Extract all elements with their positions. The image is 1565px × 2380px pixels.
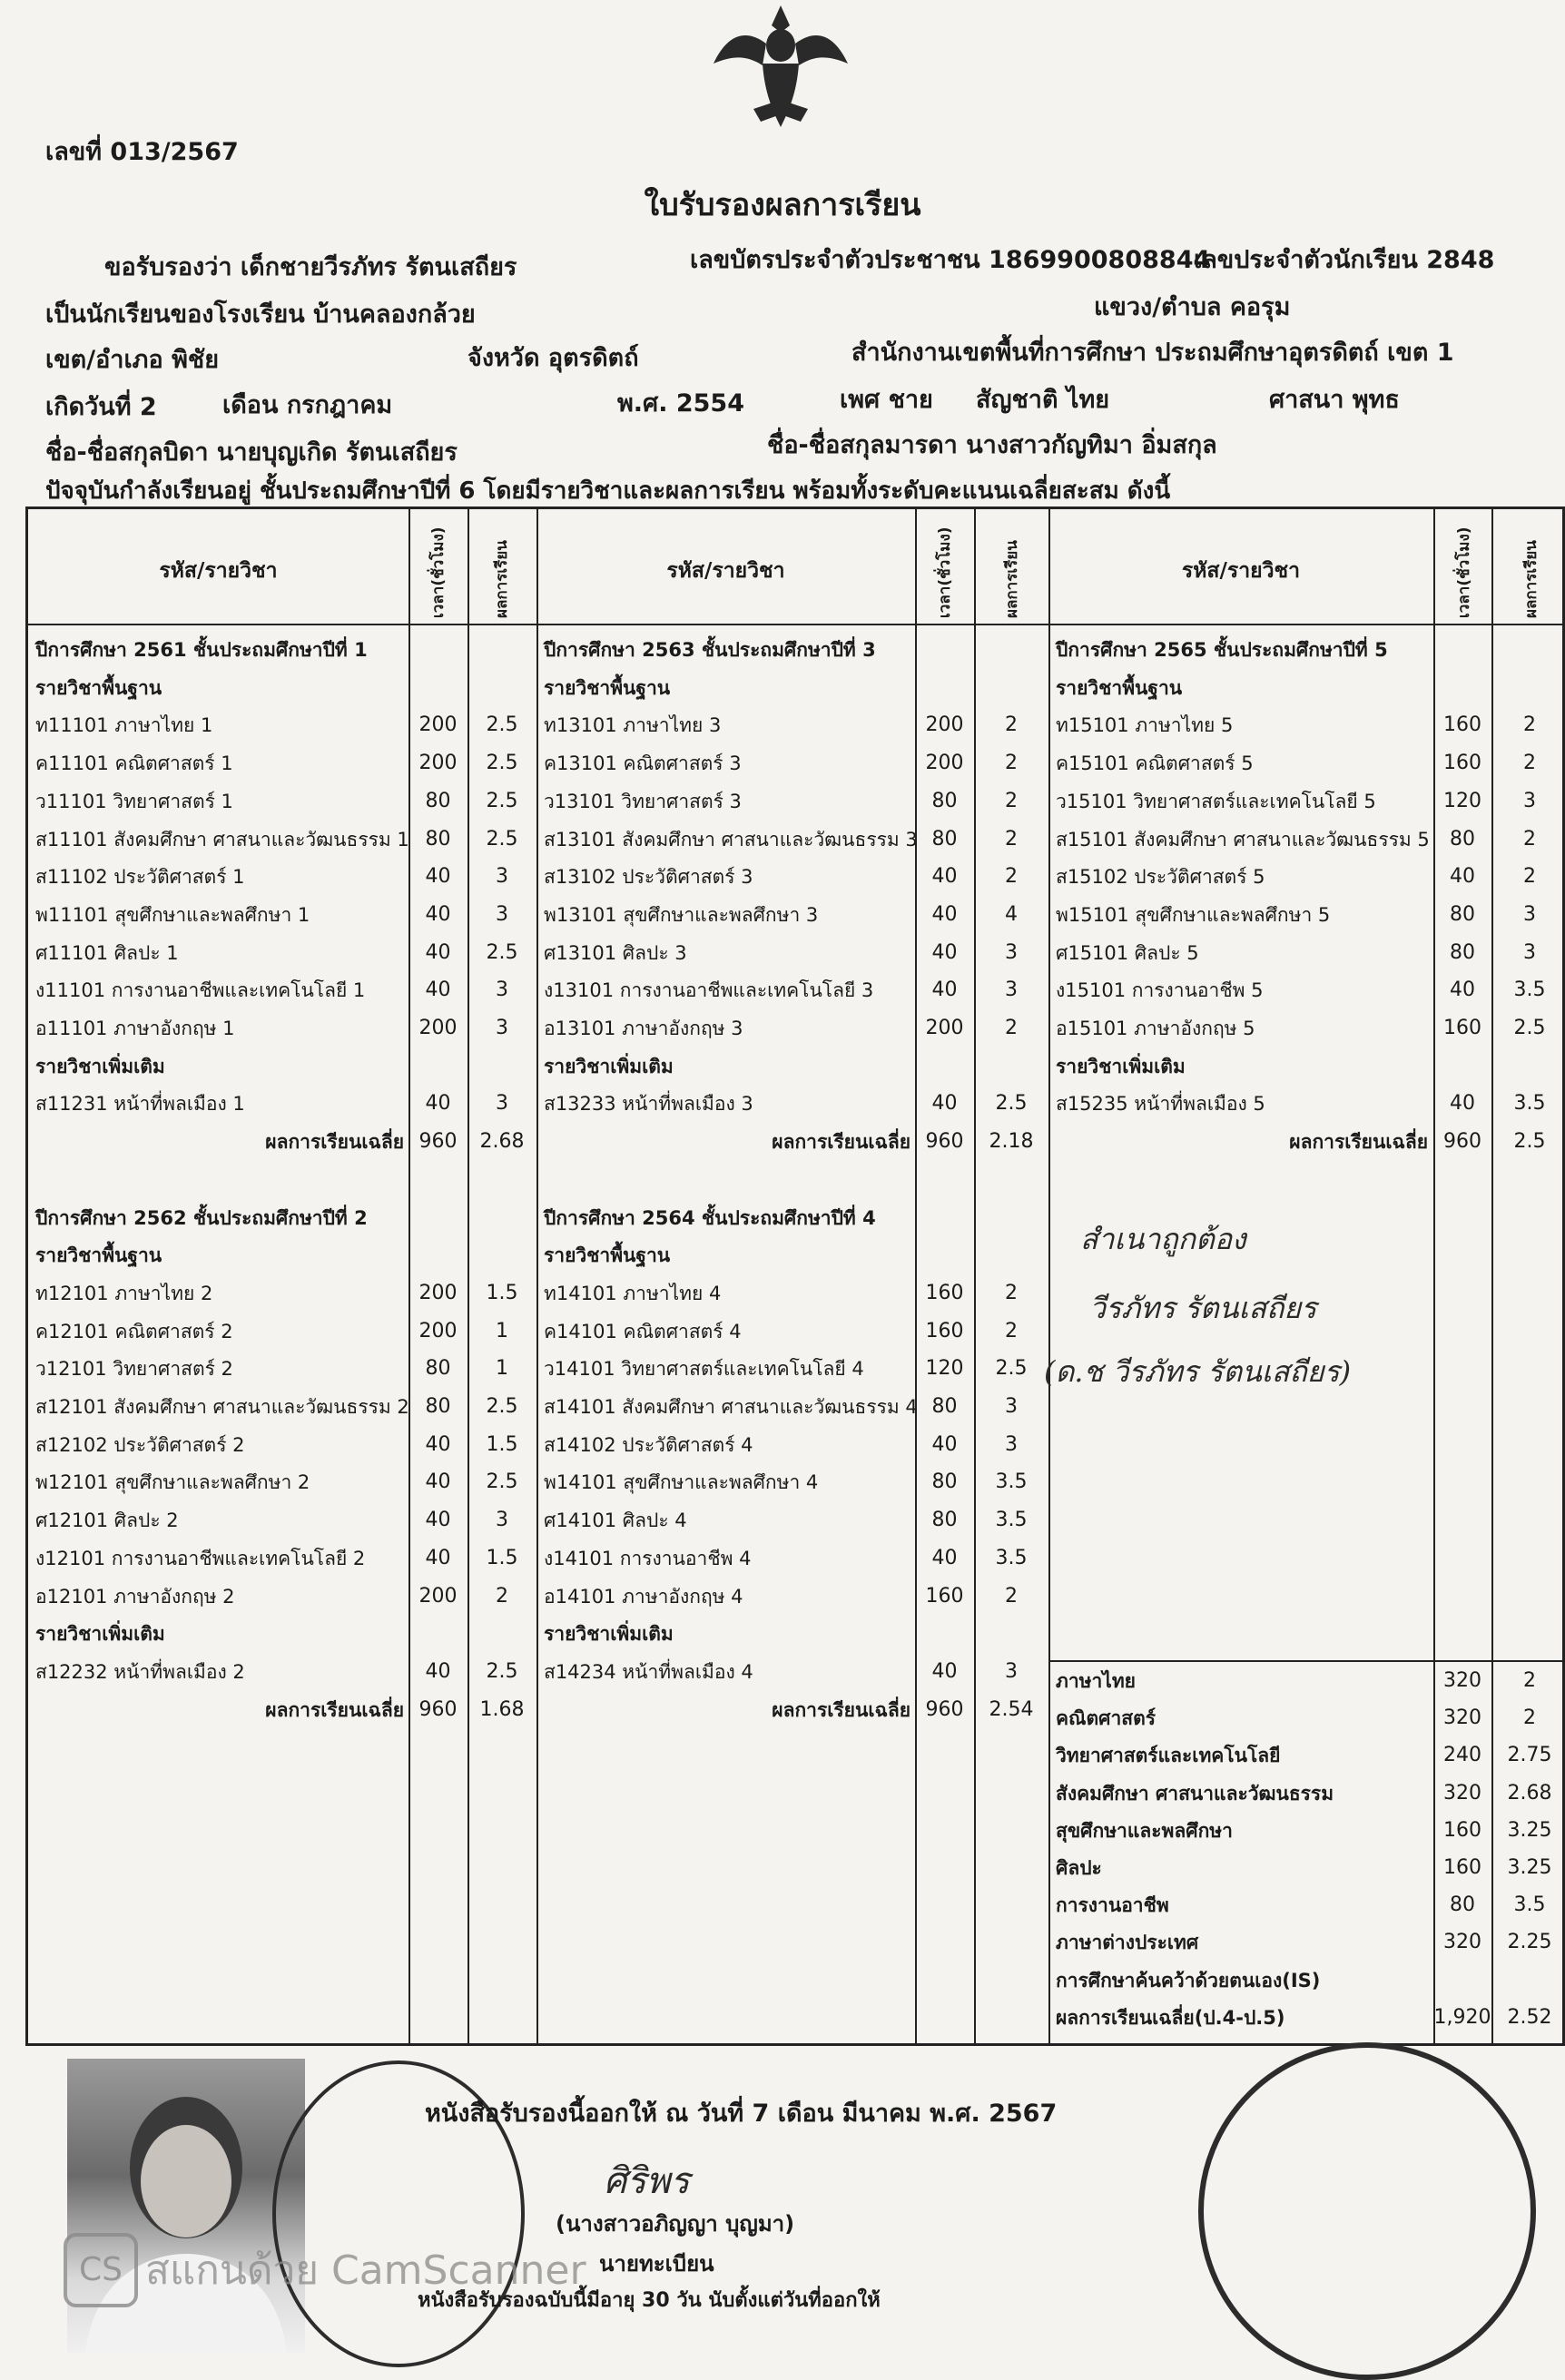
col1-subject-24: ง12101 การงานอาชีพและเทคโนโลยี 2 <box>35 1547 366 1569</box>
col1-grade-12: 3 <box>496 1092 508 1116</box>
col1-grade-19: 1 <box>496 1357 508 1381</box>
col2-grade-5: 2 <box>1005 827 1018 851</box>
col2-subject-4: ว13101 วิทยาศาสตร์ 3 <box>544 790 742 812</box>
col2-subject-header: รหัส/รายวิชา <box>666 559 785 583</box>
col1-grade-23: 3 <box>496 1509 508 1532</box>
col1-grade-24: 1.5 <box>486 1546 518 1569</box>
col1-subject-13: ผลการเรียนเฉลี่ย <box>265 1131 404 1154</box>
col1-hours-8: 40 <box>425 940 451 964</box>
col2-grade-23: 3.5 <box>995 1509 1028 1532</box>
col2-grade-header: ผลการเรียน <box>1003 540 1021 618</box>
col2-hours-22: 80 <box>931 1470 958 1494</box>
district: เขต/อำเภอ พิชัย <box>45 346 220 374</box>
col2-subject-13: ผลการเรียนเฉลี่ย <box>772 1131 910 1154</box>
col2-subject-7: พ13101 สุขศึกษาและพลศึกษา 3 <box>544 903 819 926</box>
col3-subject-8: ศ15101 ศิลปะ 5 <box>1056 941 1199 964</box>
summary-grade-6: 3.5 <box>1513 1893 1546 1917</box>
col2-subject-0: ปีการศึกษา 2563 ชั้นประถมศึกษาปีที่ 3 <box>544 639 876 661</box>
col3-hours-7: 80 <box>1450 902 1475 926</box>
col3-hours-5: 80 <box>1450 827 1475 851</box>
col3-subject-5: ส15101 สังคมศึกษา ศาสนาและวัฒนธรรม 5 <box>1056 828 1430 851</box>
col1-subject-0: ปีการศึกษา 2561 ชั้นประถมศึกษาปีที่ 1 <box>35 639 368 661</box>
col1-grade-20: 2.5 <box>486 1395 518 1418</box>
col2-subject-15: ปีการศึกษา 2564 ชั้นประถมศึกษาปีที่ 4 <box>544 1206 876 1229</box>
summary-hours-5: 160 <box>1443 1856 1481 1879</box>
col1-grade-22: 2.5 <box>486 1470 518 1494</box>
col1-hours-23: 40 <box>425 1509 451 1532</box>
col1-hours-21: 40 <box>425 1432 451 1456</box>
col2-grade-12: 2.5 <box>995 1092 1028 1116</box>
col3-grade-6: 2 <box>1523 865 1536 889</box>
col2-hours-6: 40 <box>931 865 958 889</box>
col2-hours-3: 200 <box>925 752 964 775</box>
col1-hours-2: 200 <box>418 713 458 737</box>
col2-hours-9: 40 <box>931 979 958 1002</box>
id-card-number: เลขบัตรประจำตัวประชาชน 1869900808844 <box>690 246 1211 274</box>
col2-grade-10: 2 <box>1005 1017 1018 1039</box>
mother-name: ชื่อ-ชื่อสกุลมารดา นางสาวกัญทิมา อิ่มสกุล <box>767 431 1217 459</box>
col1-hours-22: 40 <box>425 1470 451 1494</box>
col2-hours-header: เวลา(ชั่วโมง) <box>936 526 954 618</box>
col1-subject-19: ว12101 วิทยาศาสตร์ 2 <box>35 1358 233 1381</box>
col1-hours-28: 960 <box>418 1697 458 1721</box>
col2-grade-9: 3 <box>1005 979 1018 1002</box>
col2-subject-12: ส13233 หน้าที่พลเมือง 3 <box>544 1093 753 1116</box>
col2-subject-3: ค13101 คณิตศาสตร์ 3 <box>544 752 742 775</box>
col1-grade-13: 2.68 <box>479 1130 525 1154</box>
sex: เพศ ชาย <box>840 386 933 414</box>
col1-grade-25: 2 <box>496 1584 508 1608</box>
col1-grade-4: 2.5 <box>486 789 518 812</box>
col2-hours-20: 80 <box>931 1395 958 1418</box>
col3-hours-6: 40 <box>1450 865 1475 889</box>
col3-hours-header: เวลา(ชั่วโมง) <box>1455 526 1473 618</box>
col2-subject-28: ผลการเรียนเฉลี่ย <box>772 1698 910 1721</box>
col1-subject-8: ศ11101 ศิลปะ 1 <box>35 941 179 964</box>
col3-grade-10: 2.5 <box>1513 1017 1546 1039</box>
handwritten-signature: วีรภัทร รัตนเสถียร <box>1089 1291 1317 1325</box>
col3-subject-4: ว15101 วิทยาศาสตร์และเทคโนโลยี 5 <box>1056 790 1376 812</box>
col1-subject-25: อ12101 ภาษาอังกฤษ 2 <box>35 1585 235 1608</box>
summary-grade-5: 3.25 <box>1507 1856 1552 1879</box>
col2-subject-18: ค14101 คณิตศาสตร์ 4 <box>544 1320 742 1342</box>
col2-grade-27: 3 <box>1005 1659 1018 1683</box>
col1-hours-5: 80 <box>425 827 451 851</box>
col1-subject-15: ปีการศึกษา 2562 ชั้นประถมศึกษาปีที่ 2 <box>35 1206 368 1229</box>
col3-subject-7: พ15101 สุขศึกษาและพลศึกษา 5 <box>1056 903 1331 926</box>
summary-hours-7: 320 <box>1443 1931 1481 1954</box>
col2-subject-16: รายวิชาพื้นฐาน <box>544 1244 671 1267</box>
grades-table <box>25 506 1565 2046</box>
validity-note: หนังสือรับรองฉบับนี้มีอายุ 30 วัน นับตั้งแต่วันที่ออกให้ <box>418 2289 881 2312</box>
col1-hours-20: 80 <box>425 1395 451 1418</box>
col1-subject-16: รายวิชาพื้นฐาน <box>35 1244 162 1267</box>
col1-subject-23: ศ12101 ศิลปะ 2 <box>35 1510 179 1532</box>
col1-grade-5: 2.5 <box>486 827 518 851</box>
col2-grade-17: 2 <box>1005 1281 1018 1304</box>
col3-grade-9: 3.5 <box>1513 979 1546 1002</box>
signer-name: (นางสาวอภิญญา บุญมา) <box>556 2211 795 2237</box>
summary-grade-7: 2.25 <box>1507 1931 1552 1954</box>
religion: ศาสนา พุทธ <box>1269 386 1400 414</box>
col1-hours-header: เวลา(ชั่วโมง) <box>429 526 448 618</box>
col3-subject-1: รายวิชาพื้นฐาน <box>1056 676 1183 699</box>
col1-hours-10: 200 <box>418 1017 458 1039</box>
col2-hours-10: 200 <box>925 1017 964 1039</box>
col1-subject-1: รายวิชาพื้นฐาน <box>35 676 162 699</box>
col2-hours-25: 160 <box>925 1584 964 1608</box>
province: จังหวัด อุตรดิตถ์ <box>468 344 639 372</box>
handwritten-certified-copy: สำเนาถูกต้อง <box>1080 1222 1246 1256</box>
summary-grade-3: 2.68 <box>1507 1781 1552 1805</box>
col3-hours-8: 80 <box>1450 940 1475 964</box>
summary-subject-2: วิทยาศาสตร์และเทคโนโลยี <box>1056 1745 1281 1767</box>
col2-grade-2: 2 <box>1005 713 1018 737</box>
col1-hours-24: 40 <box>425 1546 451 1569</box>
col1-hours-6: 40 <box>425 865 451 889</box>
col3-subject-12: ส15235 หน้าที่พลเมือง 5 <box>1056 1093 1265 1116</box>
col1-hours-3: 200 <box>418 752 458 775</box>
col1-subject-11: รายวิชาเพิ่มเติม <box>35 1055 165 1077</box>
col2-grade-20: 3 <box>1005 1395 1018 1418</box>
col2-hours-27: 40 <box>931 1659 958 1683</box>
handwritten-name: (ด.ช วีรภัทร รัตนเสถียร) <box>1044 1354 1352 1389</box>
col1-grade-9: 3 <box>496 979 508 1002</box>
col2-grade-6: 2 <box>1005 865 1018 889</box>
col1-subject-9: ง11101 การงานอาชีพและเทคโนโลยี 1 <box>35 979 366 1002</box>
col1-grade-3: 2.5 <box>486 752 518 775</box>
col2-subject-20: ส14101 สังคมศึกษา ศาสนาและวัฒนธรรม 4 <box>544 1396 918 1418</box>
col1-grade-10: 3 <box>496 1017 508 1039</box>
col3-hours-12: 40 <box>1450 1092 1475 1116</box>
col2-subject-8: ศ13101 ศิลปะ 3 <box>544 941 687 964</box>
summary-grade-1: 2 <box>1523 1706 1536 1730</box>
col2-subject-2: ท13101 ภาษาไทย 3 <box>544 714 722 737</box>
col1-hours-18: 200 <box>418 1319 458 1342</box>
col2-subject-19: ว14101 วิทยาศาสตร์และเทคโนโลยี 4 <box>544 1358 864 1381</box>
col1-hours-17: 200 <box>418 1281 458 1304</box>
col1-subject-7: พ11101 สุขศึกษาและพลศึกษา 1 <box>35 903 310 926</box>
signer-role: นายทะเบียน <box>599 2251 714 2277</box>
col3-grade-7: 3 <box>1523 902 1536 926</box>
col1-grade-28: 1.68 <box>479 1697 525 1721</box>
col2-subject-27: ส14234 หน้าที่พลเมือง 4 <box>544 1660 753 1683</box>
col2-hours-24: 40 <box>931 1546 958 1569</box>
col2-subject-26: รายวิชาเพิ่มเติม <box>544 1623 674 1646</box>
col2-hours-17: 160 <box>925 1281 964 1304</box>
summary-hours-4: 160 <box>1443 1818 1481 1842</box>
summary-subject-1: คณิตศาสตร์ <box>1056 1707 1157 1730</box>
col3-subject-11: รายวิชาเพิ่มเติม <box>1056 1055 1186 1077</box>
col1-grade-header: ผลการเรียน <box>493 540 511 618</box>
col3-grade-header: ผลการเรียน <box>1522 540 1540 618</box>
col2-subject-17: ท14101 ภาษาไทย 4 <box>544 1282 722 1304</box>
col3-hours-10: 160 <box>1443 1017 1481 1039</box>
col1-subject-20: ส12101 สังคมศึกษา ศาสนาและวัฒนธรรม 2 <box>35 1396 409 1418</box>
father-name: ชื่อ-ชื่อสกุลบิดา นายบุญเกิด รัตนเสถียร <box>45 438 458 467</box>
col2-grade-22: 3.5 <box>995 1470 1028 1494</box>
col2-grade-21: 3 <box>1005 1432 1018 1456</box>
col2-subject-22: พ14101 สุขศึกษาและพลศึกษา 4 <box>544 1471 819 1494</box>
summary-hours-2: 240 <box>1443 1744 1481 1767</box>
issue-date-line: หนังสือรับรองนี้ออกให้ ณ วันที่ 7 เดือน มีนาคม พ.ศ. 2567 <box>425 2100 1058 2128</box>
col1-hours-9: 40 <box>425 979 451 1002</box>
col2-hours-13: 960 <box>925 1130 964 1154</box>
camscanner-logo-icon: CS <box>64 2233 138 2307</box>
col2-hours-12: 40 <box>931 1092 958 1116</box>
col2-hours-19: 120 <box>925 1357 964 1381</box>
col2-subject-10: อ13101 ภาษาอังกฤษ 3 <box>544 1018 743 1039</box>
col1-hours-7: 40 <box>425 902 451 926</box>
col1-grade-21: 1.5 <box>486 1432 518 1456</box>
col1-hours-27: 40 <box>425 1659 451 1683</box>
col1-grade-18: 1 <box>496 1319 508 1342</box>
col1-subject-12: ส11231 หน้าที่พลเมือง 1 <box>35 1093 245 1116</box>
col1-hours-25: 200 <box>418 1584 458 1608</box>
col2-subject-5: ส13101 สังคมศึกษา ศาสนาและวัฒนธรรม 3 <box>544 828 918 851</box>
summary-subject-8: การศึกษาค้นคว้าด้วยตนเอง(IS) <box>1056 1969 1321 1992</box>
student-portrait-icon <box>67 2059 305 2353</box>
col1-hours-13: 960 <box>418 1130 458 1154</box>
col1-subject-26: รายวิชาเพิ่มเติม <box>35 1623 165 1646</box>
school-seal-right-icon <box>1198 2042 1536 2380</box>
summary-grade-0: 2 <box>1523 1669 1536 1692</box>
sub-district: แขวง/ตำบล คอรุม <box>1094 293 1291 321</box>
summary-grade-9: 2.52 <box>1507 2005 1552 2029</box>
col3-grade-3: 2 <box>1523 752 1536 775</box>
summary-subject-7: ภาษาต่างประเทศ <box>1056 1932 1199 1954</box>
col1-subject-2: ท11101 ภาษาไทย 1 <box>35 714 213 737</box>
col3-grade-12: 3.5 <box>1513 1092 1546 1116</box>
col2-hours-21: 40 <box>931 1432 958 1456</box>
col1-hours-4: 80 <box>425 789 451 812</box>
col2-grade-19: 2.5 <box>995 1357 1028 1381</box>
summary-hours-6: 80 <box>1450 1893 1475 1917</box>
camscanner-watermark: สแกนด้วย CamScanner <box>145 2247 586 2294</box>
col1-grade-8: 2.5 <box>486 940 518 964</box>
col2-grade-18: 2 <box>1005 1319 1018 1342</box>
registrar-signature: ศิริพร <box>604 2160 690 2202</box>
summary-subject-0: ภาษาไทย <box>1056 1670 1136 1692</box>
col2-subject-6: ส13102 ประวัติศาสตร์ 3 <box>544 866 753 889</box>
col2-subject-9: ง13101 การงานอาชีพและเทคโนโลยี 3 <box>544 979 874 1002</box>
col1-subject-27: ส12232 หน้าที่พลเมือง 2 <box>35 1660 245 1683</box>
col3-grade-8: 3 <box>1523 940 1536 964</box>
summary-grade-2: 2.75 <box>1507 1744 1552 1767</box>
col3-grade-5: 2 <box>1523 827 1536 851</box>
col2-hours-7: 40 <box>931 902 958 926</box>
garuda-emblem-icon <box>708 0 853 136</box>
summary-subject-9: ผลการเรียนเฉลี่ย(ป.4-ป.5) <box>1056 2006 1285 2029</box>
col2-hours-8: 40 <box>931 940 958 964</box>
col1-subject-17: ท12101 ภาษาไทย 2 <box>35 1282 213 1304</box>
col2-subject-11: รายวิชาเพิ่มเติม <box>544 1055 674 1077</box>
birth-year: พ.ศ. 2554 <box>617 389 744 418</box>
col2-hours-5: 80 <box>931 827 958 851</box>
nationality: สัญชาติ ไทย <box>976 386 1110 414</box>
col1-hours-19: 80 <box>425 1357 451 1381</box>
col2-grade-3: 2 <box>1005 752 1018 775</box>
col2-hours-18: 160 <box>925 1319 964 1342</box>
col1-grade-7: 3 <box>496 902 508 926</box>
col3-hours-13: 960 <box>1443 1130 1481 1154</box>
col2-grade-4: 2 <box>1005 789 1018 812</box>
col3-subject-6: ส15102 ประวัติศาสตร์ 5 <box>1056 866 1265 889</box>
col1-subject-3: ค11101 คณิตศาสตร์ 1 <box>35 752 233 775</box>
col2-subject-25: อ14101 ภาษาอังกฤษ 4 <box>544 1585 743 1608</box>
col1-subject-6: ส11102 ประวัติศาสตร์ 1 <box>35 866 245 889</box>
document-title: ใบรับรองผลการเรียน <box>644 187 921 223</box>
col1-grade-2: 2.5 <box>486 713 518 737</box>
summary-hours-1: 320 <box>1443 1706 1481 1730</box>
col3-grade-13: 2.5 <box>1513 1130 1546 1154</box>
col1-subject-5: ส11101 สังคมศึกษา ศาสนาและวัฒนธรรม 1 <box>35 828 409 851</box>
col1-hours-12: 40 <box>425 1092 451 1116</box>
col1-subject-10: อ11101 ภาษาอังกฤษ 1 <box>35 1018 235 1039</box>
birth-month: เดือน กรกฎาคม <box>222 391 393 419</box>
student-photo <box>67 2059 305 2353</box>
col3-subject-2: ท15101 ภาษาไทย 5 <box>1056 714 1234 737</box>
summary-hours-9: 1,920 <box>1433 2005 1491 2029</box>
school-line: เป็นนักเรียนของโรงเรียน บ้านคลองกล้วย <box>45 300 476 329</box>
col1-grade-6: 3 <box>496 865 508 889</box>
col2-subject-21: ส14102 ประวัติศาสตร์ 4 <box>544 1433 753 1456</box>
col1-grade-27: 2.5 <box>486 1659 518 1683</box>
col1-subject-22: พ12101 สุขศึกษาและพลศึกษา 2 <box>35 1471 310 1494</box>
summary-hours-0: 320 <box>1443 1669 1481 1692</box>
col2-grade-13: 2.18 <box>989 1130 1034 1154</box>
col3-grade-2: 2 <box>1523 713 1536 737</box>
summary-hours-3: 320 <box>1443 1781 1481 1805</box>
col1-subject-28: ผลการเรียนเฉลี่ย <box>265 1698 404 1721</box>
col2-hours-28: 960 <box>925 1697 964 1721</box>
col2-grade-8: 3 <box>1005 940 1018 964</box>
col3-hours-9: 40 <box>1450 979 1475 1002</box>
col3-subject-3: ค15101 คณิตศาสตร์ 5 <box>1056 752 1254 775</box>
col3-subject-header: รหัส/รายวิชา <box>1181 559 1301 583</box>
summary-subject-5: ศิลปะ <box>1056 1857 1102 1879</box>
col2-grade-7: 4 <box>1005 902 1018 926</box>
col2-hours-4: 80 <box>931 789 958 812</box>
summary-grade-4: 3.25 <box>1507 1818 1552 1842</box>
col3-hours-4: 120 <box>1443 789 1481 812</box>
col3-hours-3: 160 <box>1443 752 1481 775</box>
col2-grade-24: 3.5 <box>995 1546 1028 1569</box>
col3-subject-13: ผลการเรียนเฉลี่ย <box>1289 1131 1428 1154</box>
col2-hours-23: 80 <box>931 1509 958 1532</box>
col3-hours-2: 160 <box>1443 713 1481 737</box>
col1-subject-4: ว11101 วิทยาศาสตร์ 1 <box>35 790 233 812</box>
col3-subject-0: ปีการศึกษา 2565 ชั้นประถมศึกษาปีที่ 5 <box>1056 639 1388 661</box>
certify-line: ขอรับรองว่า เด็กชายวีรภัทร รัตนเสถียร <box>104 253 517 281</box>
col2-subject-23: ศ14101 ศิลปะ 4 <box>544 1510 687 1532</box>
enrollment-statement: ปัจจุบันกำลังเรียนอยู่ ชั้นประถมศึกษาปีที่ 6 โดยมีรายวิชาและผลการเรียน พร้อมทั้งระดับคะแนนเฉลี่ยสะสม ดังนี้ <box>45 477 1171 505</box>
col1-subject-header: รหัส/รายวิชา <box>159 559 278 583</box>
col2-grade-28: 2.54 <box>989 1697 1034 1721</box>
col1-grade-17: 1.5 <box>486 1281 518 1304</box>
col2-subject-1: รายวิชาพื้นฐาน <box>544 676 671 699</box>
col1-subject-21: ส12102 ประวัติศาสตร์ 2 <box>35 1433 245 1456</box>
summary-subject-4: สุขศึกษาและพลศึกษา <box>1056 1819 1233 1842</box>
col2-hours-2: 200 <box>925 713 964 737</box>
birth-day: เกิดวันที่ 2 <box>45 393 157 421</box>
col3-grade-4: 3 <box>1523 789 1536 812</box>
col1-subject-18: ค12101 คณิตศาสตร์ 2 <box>35 1320 233 1342</box>
col2-grade-25: 2 <box>1005 1584 1018 1608</box>
student-number: เลขประจำตัวนักเรียน 2848 <box>1194 246 1495 274</box>
summary-subject-3: สังคมศึกษา ศาสนาและวัฒนธรรม <box>1056 1782 1334 1805</box>
education-office: สำนักงานเขตพื้นที่การศึกษา ประถมศึกษาอุตรดิตถ์ เขต 1 <box>851 339 1454 367</box>
col3-subject-10: อ15101 ภาษาอังกฤษ 5 <box>1056 1018 1255 1039</box>
summary-subject-6: การงานอาชีพ <box>1056 1894 1169 1917</box>
col3-subject-9: ง15101 การงานอาชีพ 5 <box>1056 979 1264 1002</box>
col2-subject-24: ง14101 การงานอาชีพ 4 <box>544 1547 752 1569</box>
document-number: เลขที่ 013/2567 <box>45 138 239 166</box>
